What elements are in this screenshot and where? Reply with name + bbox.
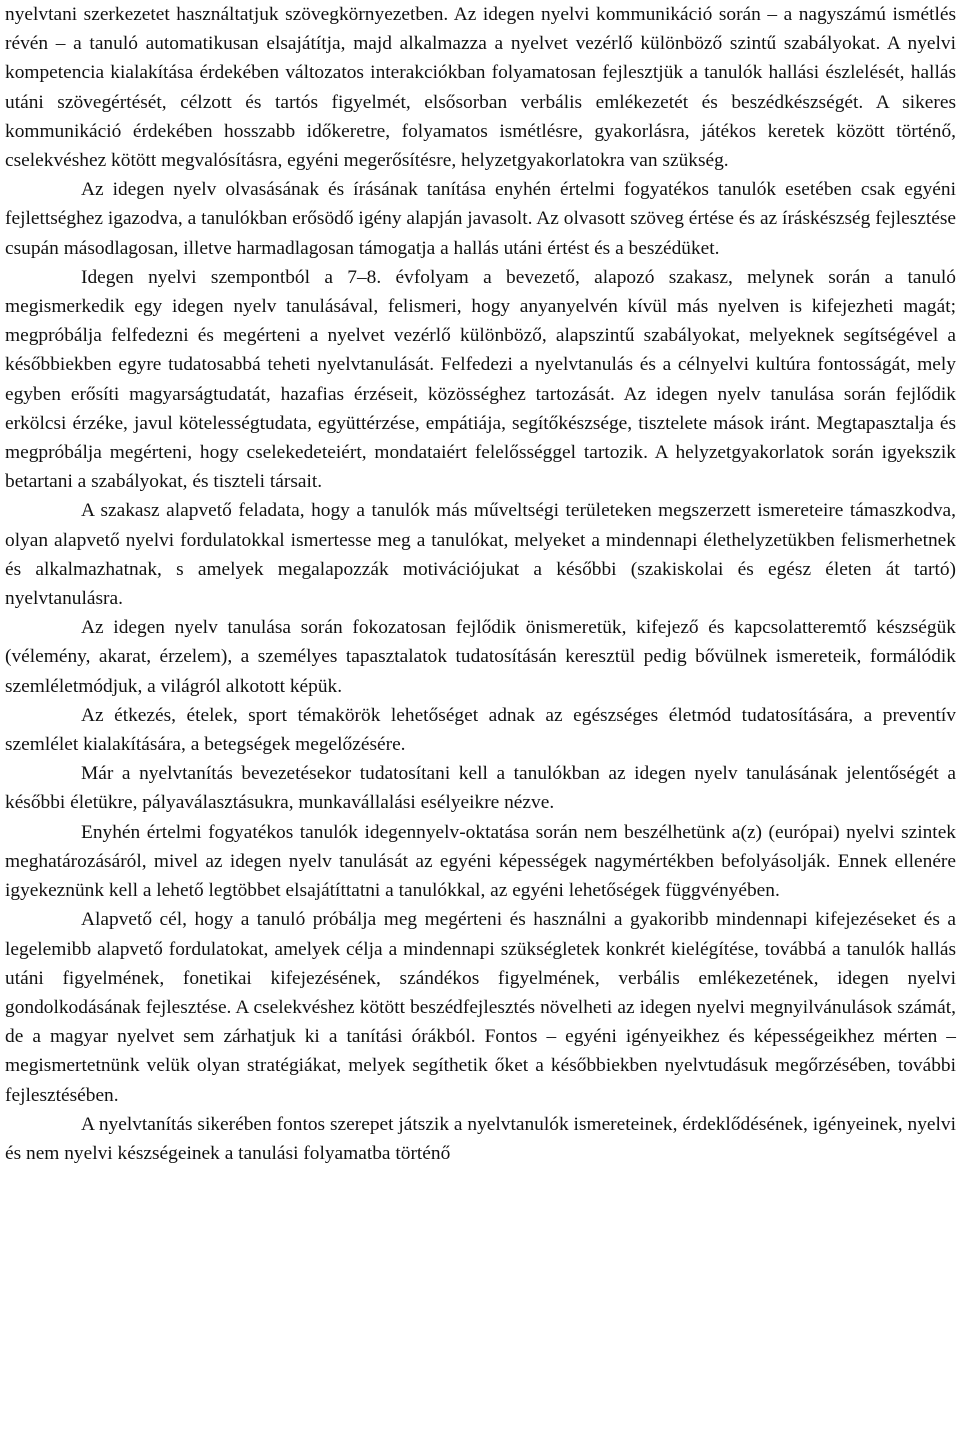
paragraph-6: Az étkezés, ételek, sport témakörök lehetőséget adnak az egészséges életmód tudatosítására, a preventív szemlélet kialakítására, a betegségek megelőzésére. xyxy=(5,704,956,756)
paragraph-9: Alapvető cél, hogy a tanuló próbálja meg megérteni és használni a gyakoribb mindennapi kifejezéseket és a legelemibb alapvető fordulatokat, amelyek célja a mindennapi szükségletek konkrét kielégítése, továbbá a tanulók hallás utáni figyelmének, fonetikai kifejezésének, szándékos figyelmének, verbális emlékezetének, idegen nyelvi gondolkodásának fejlesztése. A cselekvéshez kötött beszédfejlesztés növelheti az idegen nyelvi megnyilvánulások számát, de a magyar nyelvet sem zárhatjuk ki a tanítási órákból. Fontos – egyéni igényeikhez és képességeikhez mérten – megismertetnünk velük olyan stratégiákat, melyek segíthetik őket a későbbiekben nyelvtudásuk megőrzésében, további fejlesztésében. xyxy=(5,909,956,1106)
paragraph-10: A nyelvtanítás sikerében fontos szerepet játszik a nyelvtanulók ismereteinek, érdeklődésének, igényeinek, nyelvi és nem nyelvi készségeinek a tanulási folyamatba történő xyxy=(5,1113,956,1164)
paragraph-1: nyelvtani szerkezetet használtatjuk szövegkörnyezetben. Az idegen nyelvi kommunikáció során – a nagyszámú ismétlés révén – a tanuló automatikusan elsajátítja, majd alkalmazza a nyelvet vezérlő különböző szintű szabályokat. A nyelvi kompetencia kialakítása érdekében változatos interakciókban folyamatosan fejlesztjük a tanulók hallási észlelését, hallás utáni szövegértését, célzott és tartós figyelmét, elsősorban verbális emlékezetét és beszédkészségét. A sikeres kommunikáció érdekében hosszabb időkeretre, folyamatos ismétlésre, gyakorlásra, játékos keretek között történő, cselekvéshez kötött megvalósításra, egyéni megerősítésre, helyzetgyakorlatokra van szükség. xyxy=(5,4,956,172)
paragraph-8: Enyhén értelmi fogyatékos tanulók idegennyelv-oktatása során nem beszélhetünk a(z) (európai) nyelvi szintek meghatározásáról, mivel az idegen nyelv tanulását az egyéni képességek nagymértékben befolyásolják. Ennek ellenére igyekeznünk kell a lehető legtöbbet elsajátíttatni a tanulókkal, az egyéni lehetőségek függvényében. xyxy=(5,821,956,902)
paragraph-3: Idegen nyelvi szempontból a 7–8. évfolyam a bevezető, alapozó szakasz, melynek során a tanuló megismerkedik egy idegen nyelv tanulásával, felismeri, hogy anyanyelvén kívül más nyelven is kifejezheti magát; megpróbálja felfedezni és megérteni a nyelvet vezérlő különböző, alapszintű szabályokat, melyeknek segítségével a későbbiekben egyre tudatosabbá teheti nyelvtanulását. Felfedezi a nyelvtanulás és a célnyelvi kultúra fontosságát, mely egyben erősíti magyarságtudatát, hazafias érzéseit, közösséghez tartozását. Az idegen nyelv tanulása során fejlődik erkölcsi érzéke, javul kötelességtudata, együttérzése, empátiája, segítőkészsége, tisztelete mások iránt. Megtapasztalja és megpróbálja megérteni, hogy cselekedeteiért, mondataiért felelősséggel tartozik. A helyzetgyakorlatok során igyekszik betartani a szabályokat, és tiszteli társait. xyxy=(5,266,956,493)
document-page xyxy=(5,0,956,1168)
paragraph-5: Az idegen nyelv tanulása során fokozatosan fejlődik önismeretük, kifejező és kapcsolatteremtő készségük (vélemény, akarat, érzelem), a személyes tapasztalatok tudatosításán keresztül pedig bővülnek ismereteik, formálódik szemléletmódjuk, a világról alkotott képük. xyxy=(5,617,956,697)
paragraph-2: Az idegen nyelv olvasásának és írásának tanítása enyhén értelmi fogyatékos tanulók esetében csak egyéni fejlettséghez igazodva, a tanulókban erősödő igény alapján javasolt. Az olvasott szöveg értése és az íráskészség fejlesztése csupán másodlagosan, illetve harmadlagosan támogatja a hallás utáni értést és a beszédüket. xyxy=(5,179,956,259)
paragraph-7: Már a nyelvtanítás bevezetésekor tudatosítani kell a tanulókban az idegen nyelv tanulásának jelentőségét a későbbi életükre, pályaválasztásukra, munkavállalási esélyeikre nézve. xyxy=(5,763,956,814)
paragraph-4: A szakasz alapvető feladata, hogy a tanulók más műveltségi területeken megszerzett ismereteire támaszkodva, olyan alapvető nyelvi fordulatokkal ismertesse meg a tanulókat, melyeket a mindennapi élethelyzetükben felismerhetnek és alkalmazhatnak, s amelyek megalapozzák motivációjukat a későbbi (szakiskolai és egész életen át tartó) nyelvtanulásra. xyxy=(5,500,956,610)
